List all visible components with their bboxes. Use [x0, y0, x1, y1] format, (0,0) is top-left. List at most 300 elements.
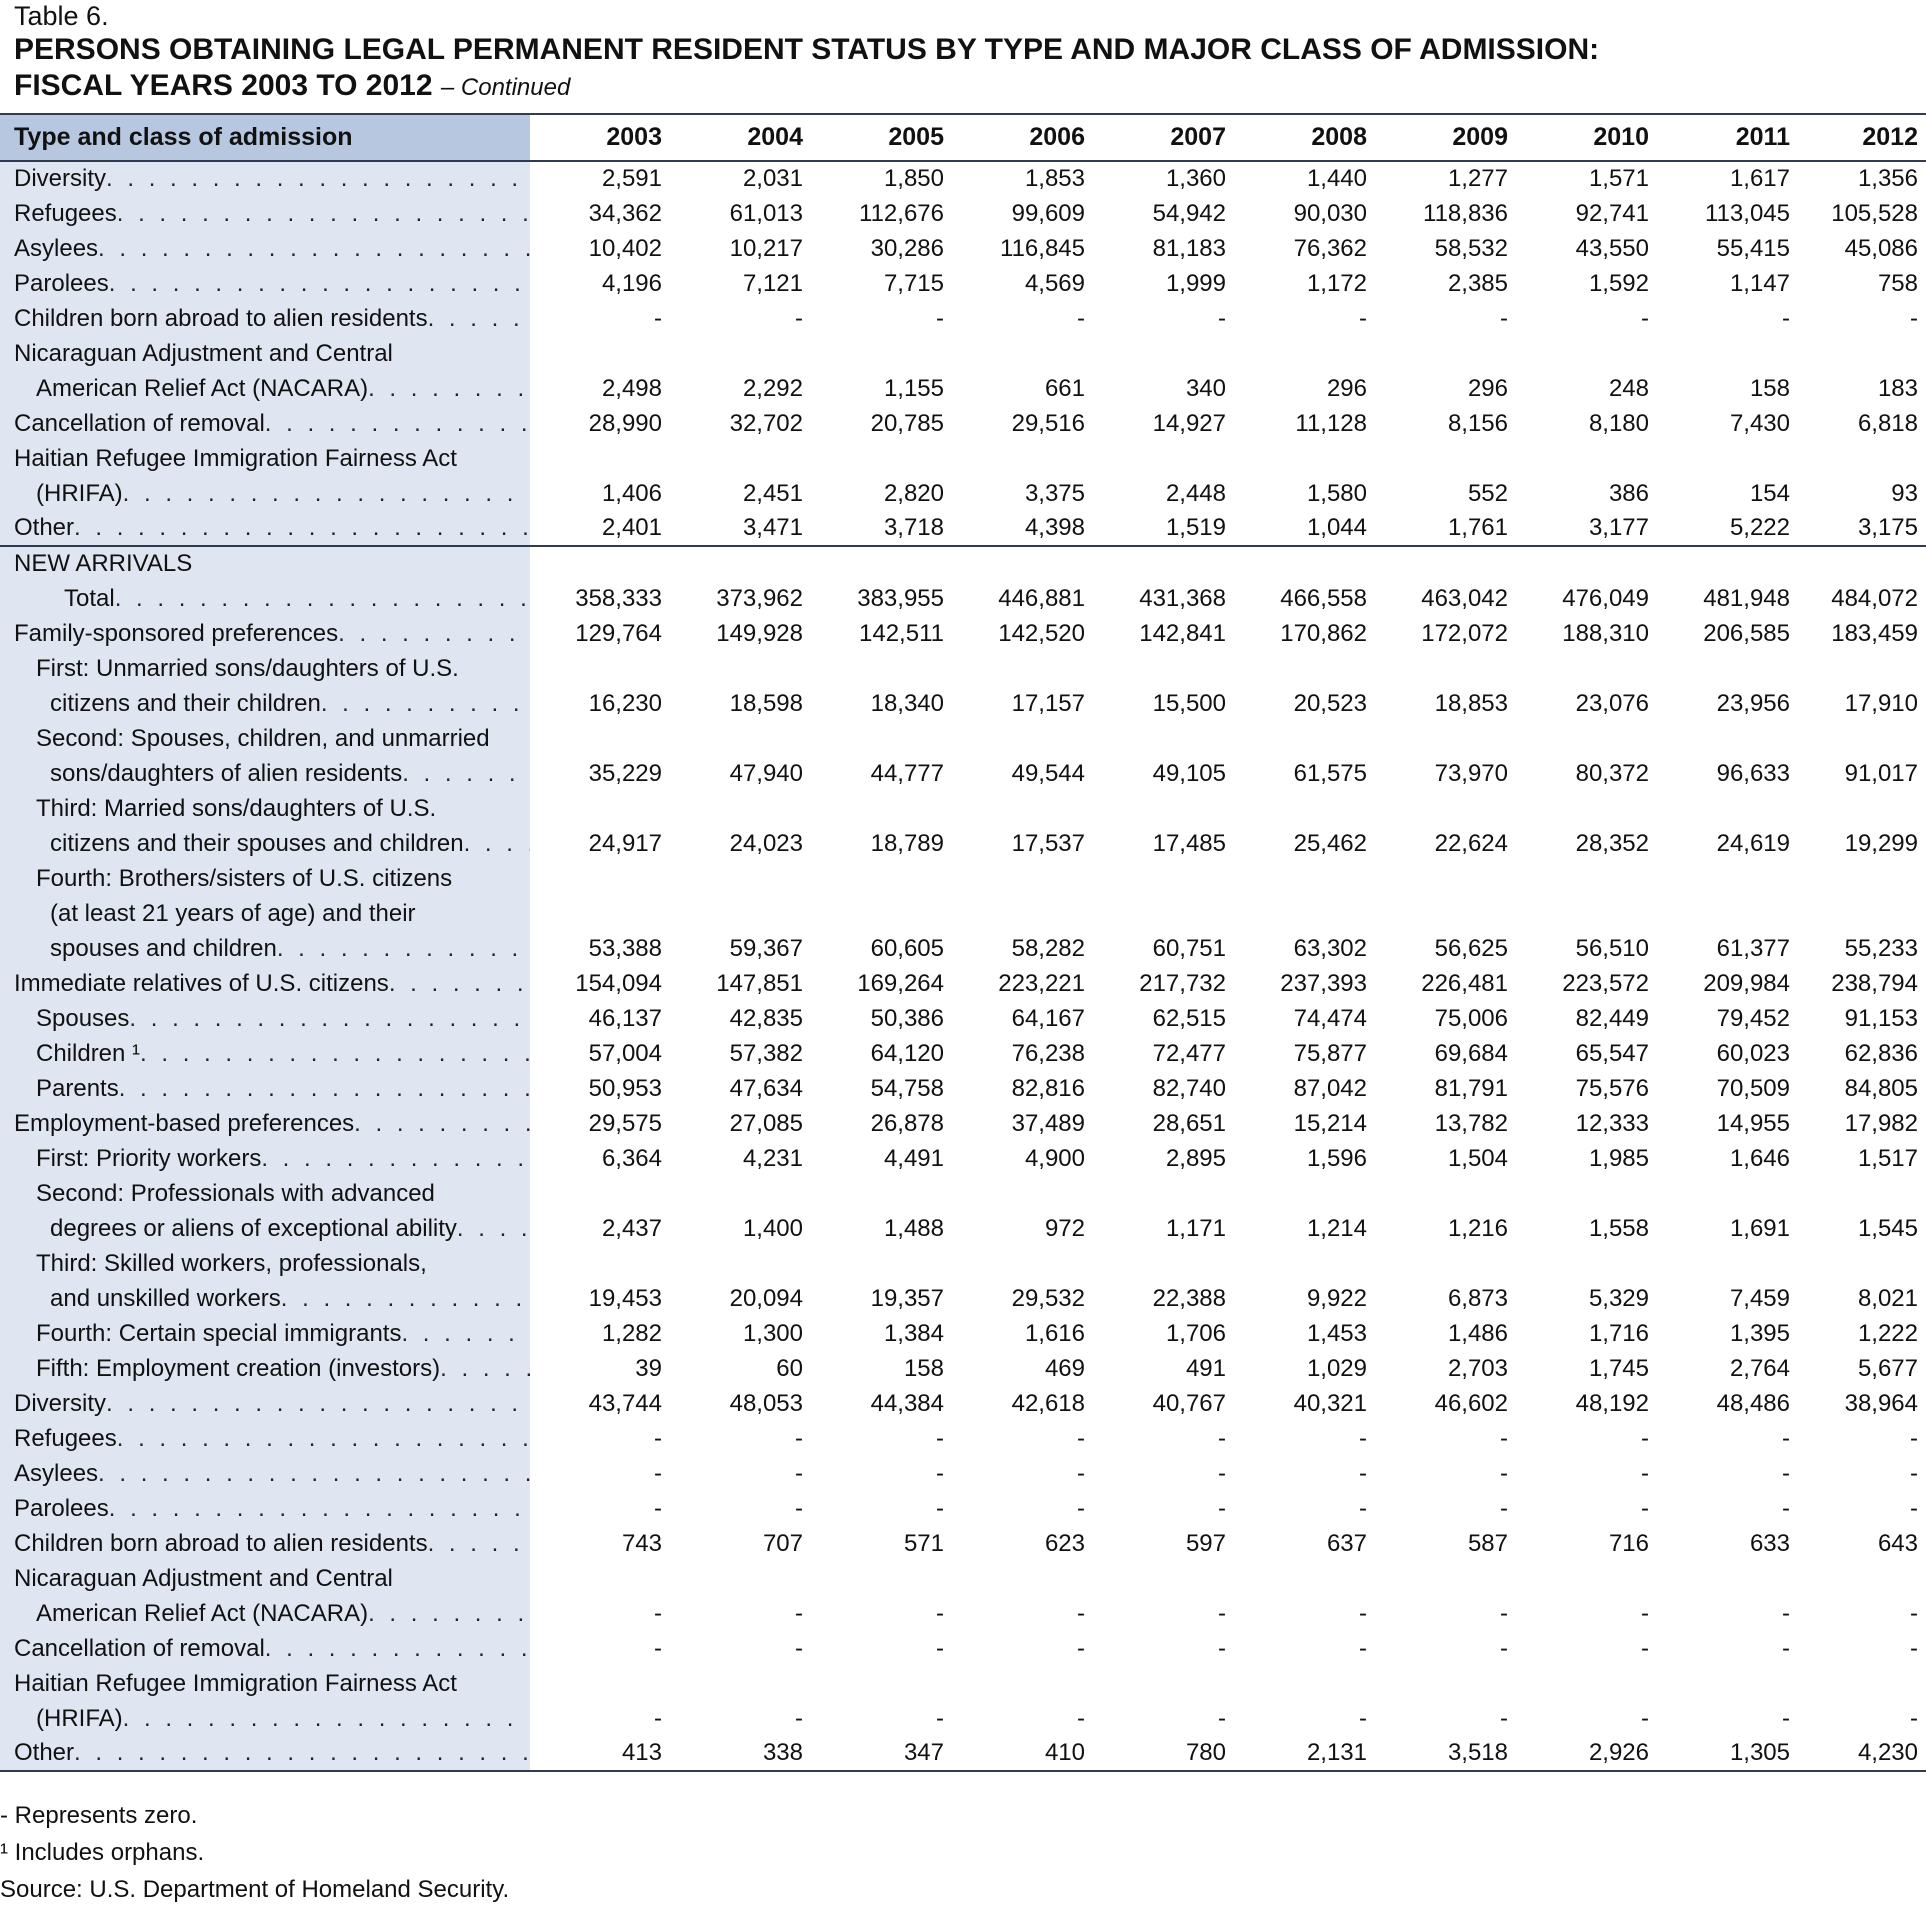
value-cell: 2,031 [742, 165, 803, 192]
value-cell [811, 896, 952, 931]
table-number: Table 6. [14, 1, 109, 31]
dot-leader [140, 1040, 530, 1068]
table-row [0, 511, 1926, 546]
row-label-cell [0, 1736, 530, 1771]
value-cell: 154,094 [575, 969, 662, 997]
value-cell: - [1218, 1459, 1226, 1487]
value-cell: 1,453 [1306, 1319, 1367, 1347]
value-cell [1375, 1561, 1516, 1596]
value-cell: 22,388 [1152, 1284, 1226, 1312]
value-cell: 1,360 [1165, 165, 1226, 192]
value-cell [1657, 861, 1798, 896]
value-cell [1375, 1246, 1516, 1281]
dot-leader [321, 690, 530, 718]
value-cell: - [1782, 1494, 1790, 1522]
footnote-orphans: ¹ Includes orphans. [0, 1839, 205, 1866]
value-cell: 358,333 [575, 584, 662, 612]
value-cell [1093, 1246, 1234, 1281]
value-cell: 28,352 [1575, 829, 1649, 857]
table-row [0, 1001, 1926, 1036]
value-cell: - [654, 1704, 662, 1732]
value-cell: 63,302 [1293, 934, 1367, 962]
value-cell: - [795, 1599, 803, 1627]
value-cell: 6,818 [1857, 409, 1918, 437]
column-header-year: 2005 [811, 114, 952, 161]
value-cell: 28,651 [1152, 1109, 1226, 1137]
row-label-cell [0, 1281, 530, 1316]
row-label-cell [0, 1561, 530, 1596]
value-cell [1375, 1666, 1516, 1701]
row-label: Asylees [14, 234, 99, 262]
row-label: Parolees [14, 1494, 109, 1522]
dot-leader [402, 760, 530, 788]
value-cell: - [936, 1704, 944, 1732]
value-cell: - [1359, 1704, 1367, 1732]
value-cell: - [936, 1424, 944, 1452]
value-cell: 60,751 [1152, 934, 1226, 962]
value-cell: 2,764 [1729, 1354, 1790, 1382]
row-label-cell [0, 1246, 530, 1281]
value-cell [811, 651, 952, 686]
value-cell: 1,985 [1588, 1144, 1649, 1172]
value-cell: - [1782, 1599, 1790, 1627]
value-cell: 24,023 [729, 829, 803, 857]
row-label: Haitian Refugee Immigration Fairness Act [14, 444, 457, 472]
row-label-cell [0, 336, 530, 371]
table-title-line2 [14, 68, 1914, 106]
value-cell: 17,982 [1844, 1109, 1918, 1137]
value-cell: - [1641, 304, 1649, 332]
value-cell: 60,605 [870, 934, 944, 962]
value-cell [1516, 721, 1657, 756]
table-row [0, 301, 1926, 336]
table-title [14, 0, 1914, 106]
value-cell: 7,430 [1729, 409, 1790, 437]
value-cell: 60 [776, 1354, 803, 1382]
value-cell: 142,511 [859, 619, 944, 647]
value-cell: 93 [1891, 479, 1918, 507]
value-cell: - [1077, 304, 1085, 332]
value-cell: 44,384 [870, 1389, 944, 1417]
value-cell: 57,004 [588, 1039, 662, 1067]
value-cell [1093, 336, 1234, 371]
value-cell: 39 [635, 1354, 662, 1382]
value-cell: 19,357 [870, 1284, 944, 1312]
value-cell: - [1782, 1634, 1790, 1662]
table-row [0, 1316, 1926, 1351]
value-cell: - [936, 304, 944, 332]
value-cell: 476,049 [1562, 584, 1649, 612]
value-cell: 47,940 [729, 759, 803, 787]
row-label-cell [0, 1631, 530, 1666]
row-label-cell [0, 791, 530, 826]
value-cell: 75,576 [1575, 1074, 1649, 1102]
value-cell: 1,504 [1447, 1144, 1508, 1172]
value-cell: - [1782, 304, 1790, 332]
value-cell: 75,006 [1434, 1004, 1508, 1032]
value-cell: 237,393 [1280, 969, 1367, 997]
value-cell [1234, 861, 1375, 896]
table-row [0, 1141, 1926, 1176]
value-cell: 633 [1749, 1529, 1790, 1557]
value-cell [670, 791, 811, 826]
value-cell: 2,820 [883, 479, 944, 507]
value-cell: 96,633 [1716, 759, 1790, 787]
row-label: Second: Spouses, children, and unmarried [36, 724, 490, 752]
value-cell [1798, 861, 1926, 896]
value-cell [530, 546, 670, 581]
column-header-year: 2012 [1798, 114, 1926, 161]
value-cell: 72,477 [1152, 1039, 1226, 1067]
value-cell [1375, 791, 1516, 826]
column-header-type: Type and class of admission [0, 114, 530, 161]
value-cell: - [1359, 1599, 1367, 1627]
value-cell: 46,602 [1434, 1389, 1508, 1417]
value-cell: 14,955 [1716, 1109, 1790, 1137]
row-label: Fourth: Certain special immigrants [36, 1319, 402, 1347]
row-label-cell [0, 1456, 530, 1491]
value-cell: 1,282 [601, 1319, 662, 1347]
value-cell [811, 1666, 952, 1701]
value-cell: 56,510 [1575, 934, 1649, 962]
value-cell: 18,340 [870, 689, 944, 717]
value-cell: 65,547 [1575, 1039, 1649, 1067]
dot-leader [115, 585, 530, 613]
value-cell: 84,805 [1844, 1074, 1918, 1102]
table-row [0, 196, 1926, 231]
value-cell: 1,853 [1024, 165, 1085, 192]
dot-leader [338, 620, 530, 648]
value-cell: 23,076 [1575, 689, 1649, 717]
table-row [0, 336, 1926, 371]
value-cell: 22,624 [1434, 829, 1508, 857]
column-header-year: 2008 [1234, 114, 1375, 161]
data-table [0, 113, 1926, 1772]
value-cell: - [1218, 1494, 1226, 1522]
value-cell: 3,177 [1588, 514, 1649, 541]
value-cell: 158 [903, 1354, 944, 1382]
value-cell: 50,953 [588, 1074, 662, 1102]
value-cell: 116,845 [1000, 234, 1085, 262]
value-cell: 40,767 [1152, 1389, 1226, 1417]
value-cell [530, 1176, 670, 1211]
value-cell: 18,853 [1434, 689, 1508, 717]
value-cell: 42,835 [729, 1004, 803, 1032]
table-row [0, 1456, 1926, 1491]
value-cell [1234, 441, 1375, 476]
value-cell: 82,449 [1575, 1004, 1649, 1032]
value-cell: 55,233 [1844, 934, 1918, 962]
value-cell: 142,520 [998, 619, 1085, 647]
value-cell: 6,873 [1447, 1284, 1508, 1312]
value-cell [1516, 1666, 1657, 1701]
continued-note: – Continued [440, 74, 571, 101]
value-cell: 69,684 [1434, 1039, 1508, 1067]
table-row [0, 1281, 1926, 1316]
value-cell: 27,085 [729, 1109, 803, 1137]
value-cell: 54,758 [870, 1074, 944, 1102]
value-cell: 91,153 [1844, 1004, 1918, 1032]
value-cell: 61,377 [1716, 934, 1790, 962]
value-cell: 1,691 [1729, 1214, 1790, 1242]
value-cell: 20,785 [870, 409, 944, 437]
row-label-cell [0, 1351, 530, 1386]
value-cell: 56,625 [1434, 934, 1508, 962]
value-cell: 170,862 [1280, 619, 1367, 647]
value-cell: - [1782, 1459, 1790, 1487]
row-label: Spouses [36, 1004, 130, 1032]
row-label: First: Unmarried sons/daughters of U.S. [36, 654, 459, 682]
value-cell: 70,509 [1716, 1074, 1790, 1102]
value-cell: 1,214 [1306, 1214, 1367, 1242]
value-cell: - [795, 1704, 803, 1732]
value-cell [1093, 441, 1234, 476]
value-cell: 4,231 [742, 1144, 803, 1172]
value-cell [530, 721, 670, 756]
value-cell: - [1500, 1634, 1508, 1662]
table-row [0, 1351, 1926, 1386]
value-cell [811, 1176, 952, 1211]
value-cell [530, 861, 670, 896]
value-cell: 43,744 [588, 1389, 662, 1417]
value-cell: 716 [1608, 1529, 1649, 1557]
row-label-cell [0, 1386, 530, 1421]
value-cell [1234, 1666, 1375, 1701]
value-cell [530, 896, 670, 931]
value-cell [670, 721, 811, 756]
row-label-cell [0, 301, 530, 336]
table-row [0, 861, 1926, 896]
value-cell: 2,498 [601, 374, 662, 402]
value-cell: 112,676 [859, 199, 944, 227]
value-cell [1093, 896, 1234, 931]
value-cell: 446,881 [998, 584, 1085, 612]
value-cell: - [654, 304, 662, 332]
value-cell: 17,485 [1152, 829, 1226, 857]
value-cell: 8,021 [1857, 1284, 1918, 1312]
dot-leader [117, 200, 530, 228]
value-cell: - [936, 1599, 944, 1627]
dot-leader [428, 1530, 530, 1558]
value-cell [1657, 441, 1798, 476]
value-cell: 707 [762, 1529, 803, 1557]
value-cell [1516, 896, 1657, 931]
value-cell: 17,537 [1011, 829, 1085, 857]
row-label: Asylees [14, 1459, 99, 1487]
value-cell: 463,042 [1421, 584, 1508, 612]
value-cell: 53,388 [588, 934, 662, 962]
value-cell: 92,741 [1575, 199, 1649, 227]
column-header-year: 2007 [1093, 114, 1234, 161]
table-row [0, 931, 1926, 966]
value-cell [952, 1666, 1093, 1701]
value-cell: 59,367 [729, 934, 803, 962]
value-cell: - [1641, 1459, 1649, 1487]
value-cell: 10,402 [588, 234, 662, 262]
value-cell: 24,619 [1716, 829, 1790, 857]
dot-leader [428, 305, 530, 333]
value-cell [952, 336, 1093, 371]
table-row [0, 371, 1926, 406]
value-cell: - [1218, 1599, 1226, 1627]
value-cell: 7,459 [1729, 1284, 1790, 1312]
row-label-cell [0, 1596, 530, 1631]
value-cell: 55,415 [1716, 234, 1790, 262]
value-cell: 4,569 [1024, 269, 1085, 297]
value-cell: 61,575 [1293, 759, 1367, 787]
value-cell: 1,517 [1857, 1144, 1918, 1172]
value-cell [1798, 336, 1926, 371]
value-cell: 73,970 [1434, 759, 1508, 787]
value-cell: 7,715 [883, 269, 944, 297]
value-cell: 431,368 [1139, 584, 1226, 612]
table-title-line1: PERSONS OBTAINING LEGAL PERMANENT RESIDENT STATUS BY TYPE AND MAJOR CLASS OF ADMISSION: [14, 33, 1600, 66]
table-row [0, 1491, 1926, 1526]
value-cell: 1,486 [1447, 1319, 1508, 1347]
value-cell: 105,528 [1831, 199, 1918, 227]
value-cell: - [1077, 1704, 1085, 1732]
value-cell [530, 336, 670, 371]
row-label: (HRIFA) [36, 1704, 123, 1732]
row-label-cell [0, 861, 530, 896]
value-cell: 248 [1608, 374, 1649, 402]
value-cell: - [1500, 304, 1508, 332]
value-cell: 1,216 [1447, 1214, 1508, 1242]
value-cell: 54,942 [1152, 199, 1226, 227]
value-cell: - [1359, 304, 1367, 332]
value-cell [1516, 791, 1657, 826]
value-cell [1657, 721, 1798, 756]
value-cell: 643 [1877, 1529, 1918, 1557]
row-label-cell [0, 546, 530, 581]
value-cell [952, 1176, 1093, 1211]
value-cell: 25,462 [1293, 829, 1367, 857]
value-cell [952, 651, 1093, 686]
value-cell: 1,305 [1657, 1736, 1798, 1771]
table-row [0, 441, 1926, 476]
value-cell: 30,286 [870, 234, 944, 262]
value-cell [952, 791, 1093, 826]
value-cell [1375, 861, 1516, 896]
value-cell [1657, 1176, 1798, 1211]
value-cell: 2,448 [1165, 479, 1226, 507]
value-cell: 1,155 [883, 374, 944, 402]
value-cell: - [1500, 1424, 1508, 1452]
value-cell: 15,214 [1293, 1109, 1367, 1137]
row-label-cell [0, 1106, 530, 1141]
table-row [0, 1176, 1926, 1211]
value-cell [670, 1176, 811, 1211]
value-cell: - [1782, 1424, 1790, 1452]
value-cell: 19,299 [1844, 829, 1918, 857]
dot-leader [74, 1739, 530, 1767]
value-cell [1516, 1561, 1657, 1596]
table-row [0, 1666, 1926, 1701]
row-label-cell [0, 1666, 530, 1701]
row-label-cell [0, 476, 530, 511]
table-row [0, 791, 1926, 826]
table-row [0, 1246, 1926, 1281]
value-cell: 1,488 [883, 1214, 944, 1242]
value-cell [670, 441, 811, 476]
row-label: Family-sponsored preferences [14, 619, 339, 647]
value-cell: 1,571 [1588, 165, 1649, 192]
row-label: Immediate relatives of U.S. citizens [14, 969, 389, 997]
value-cell [1516, 651, 1657, 686]
value-cell [811, 336, 952, 371]
row-label-cell [0, 1141, 530, 1176]
value-cell [1657, 651, 1798, 686]
value-cell: 62,515 [1152, 1004, 1226, 1032]
value-cell: - [1641, 1599, 1649, 1627]
value-cell: 484,072 [1831, 584, 1918, 612]
value-cell: - [1218, 1704, 1226, 1732]
value-cell [1516, 336, 1657, 371]
value-cell: 38,964 [1844, 1389, 1918, 1417]
value-cell: 743 [621, 1529, 662, 1557]
value-cell: 637 [1326, 1529, 1367, 1557]
value-cell: 34,362 [588, 199, 662, 227]
value-cell [670, 651, 811, 686]
value-cell: - [654, 1459, 662, 1487]
dot-leader [109, 1495, 530, 1523]
value-cell: - [1910, 1459, 1918, 1487]
value-cell: - [1359, 1459, 1367, 1487]
value-cell [952, 861, 1093, 896]
value-cell: 296 [1467, 374, 1508, 402]
row-label-cell [0, 441, 530, 476]
table-row [0, 1106, 1926, 1141]
value-cell: 80,372 [1575, 759, 1649, 787]
value-cell [1798, 1666, 1926, 1701]
value-cell: 1,300 [742, 1319, 803, 1347]
value-cell [1234, 896, 1375, 931]
value-cell [530, 651, 670, 686]
value-cell [811, 721, 952, 756]
column-header-year: 2006 [952, 114, 1093, 161]
value-cell [1234, 546, 1375, 581]
value-cell [1093, 651, 1234, 686]
value-cell: 183 [1877, 374, 1918, 402]
value-cell: 64,120 [870, 1039, 944, 1067]
value-cell: 1,580 [1306, 479, 1367, 507]
value-cell: 552 [1467, 479, 1508, 507]
value-cell [670, 861, 811, 896]
value-cell [1234, 1176, 1375, 1211]
value-cell: 347 [811, 1736, 952, 1771]
value-cell: 1,440 [1306, 165, 1367, 192]
value-cell: 82,740 [1152, 1074, 1226, 1102]
value-cell [1093, 1561, 1234, 1596]
row-label: Children born abroad to alien residents [14, 1529, 428, 1557]
row-label: citizens and their children [50, 689, 321, 717]
value-cell: 3,175 [1857, 514, 1918, 541]
dot-leader [368, 375, 530, 403]
value-cell: 1,171 [1165, 1214, 1226, 1242]
value-cell: - [936, 1459, 944, 1487]
value-cell: 79,452 [1716, 1004, 1790, 1032]
value-cell: 17,157 [1011, 689, 1085, 717]
value-cell: - [1359, 1424, 1367, 1452]
dot-leader [401, 1320, 530, 1348]
row-label-cell [0, 161, 530, 196]
value-cell: 1,596 [1306, 1144, 1367, 1172]
value-cell [670, 896, 811, 931]
table-row [0, 756, 1926, 791]
row-label-cell [0, 1176, 530, 1211]
row-label-cell [0, 931, 530, 966]
value-cell [670, 336, 811, 371]
